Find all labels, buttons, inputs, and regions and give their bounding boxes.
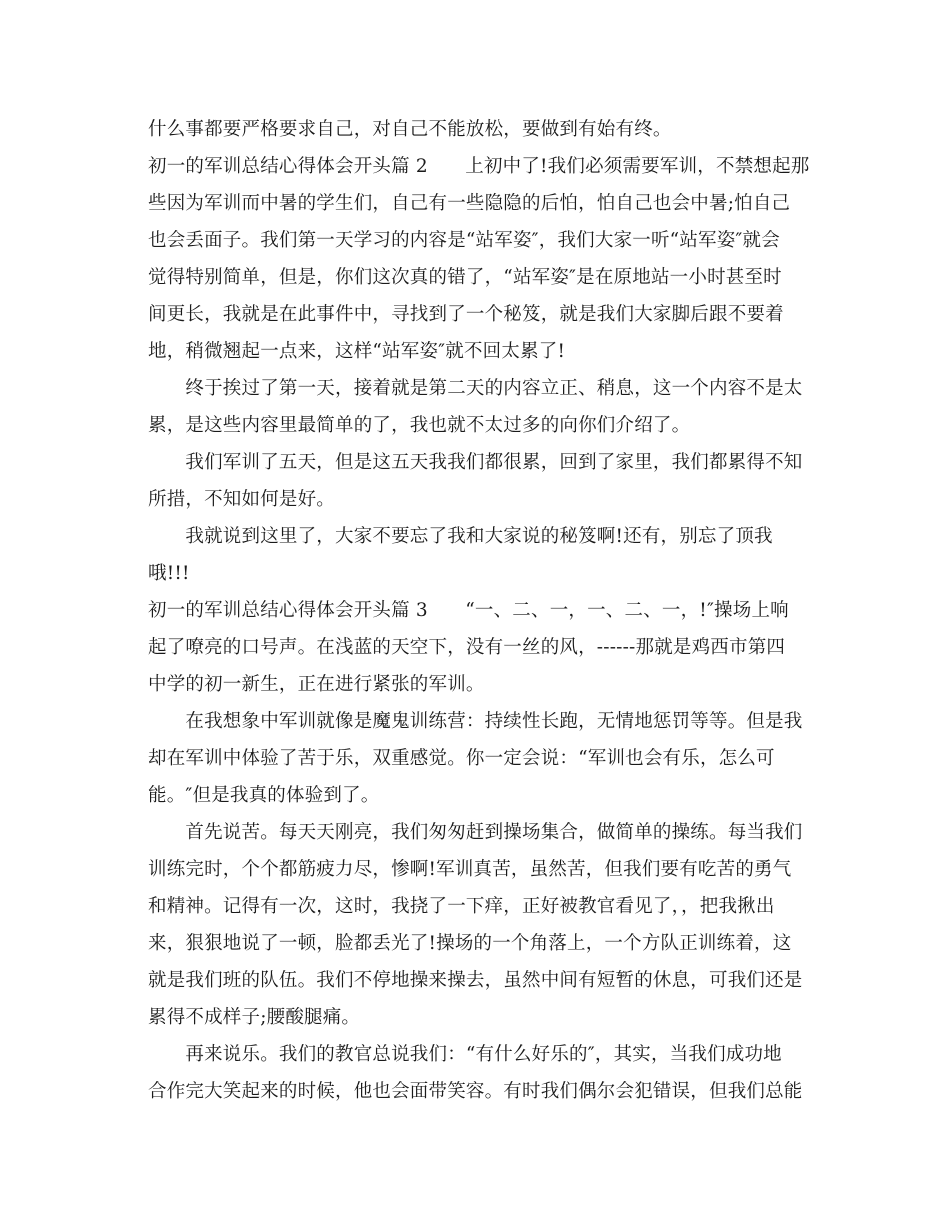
- text-line: 起了嘹亮的口号声。在浅蓝的天空下，没有一丝的风，------那就是鸡西市第四: [148, 637, 786, 658]
- text-line: 合作完大笑起来的时候，他也会面带笑容。有时我们偶尔会犯错误，但我们总能: [148, 1081, 803, 1102]
- text-line: 我就说到这里了，大家不要忘了我和大家说的秘笈啊!还有，别忘了顶我: [148, 526, 773, 547]
- section-heading-line: 初一的军训总结心得体会开头篇 3 “一、二、一，一、二、一，!″操场上响: [148, 600, 789, 621]
- text-line: 却在军训中体验了苦于乐，双重感觉。你一定会说：“军训也会有乐，怎么可: [148, 748, 775, 769]
- text-line: 中学的初一新生，正在进行紧张的军训。: [148, 674, 485, 695]
- text-line: 和精神。记得有一次，这时，我挠了一下痒，正好被教官看见了，，把我揪出: [148, 896, 775, 917]
- text-line: 就是我们班的队伍。我们不停地操来操去，虽然中间有短暂的休息，可我们还是: [148, 970, 803, 991]
- text-line: 地，稍微翘起一点来，这样“站军姿″就不回太累了!: [148, 341, 566, 362]
- text-line: 间更长，我就是在此事件中，寻找到了一个秘笈，就是我们大家脚后跟不要着: [148, 304, 784, 325]
- text-line: 所措，不知如何是好。: [148, 489, 336, 510]
- text-line: 能。″但是我真的体验到了。: [148, 785, 380, 806]
- text-line: 来，狠狠地说了一顿，脸都丢光了!操场的一个角落上，一个方队正训练着，这: [148, 933, 792, 954]
- text-line: 在我想象中军训就像是魔鬼训练营：持续性长跑，无情地惩罚等等。但是我: [148, 711, 803, 732]
- text-line: 再来说乐。我们的教官总说我们：“有什么好乐的″，其实，当我们成功地: [148, 1044, 782, 1065]
- text-line: 哦!!!: [148, 563, 190, 584]
- text-line: 累得不成样子;腰酸腿痛。: [148, 1007, 361, 1028]
- text-line: 累，是这些内容里最简单的了，我也就不太过多的向你们介绍了。: [148, 415, 691, 436]
- text-line: 什么事都要严格要求自己，对自己不能放松，要做到有始有终。: [148, 119, 672, 140]
- section-heading-line: 初一的军训总结心得体会开头篇 2 上初中了!我们必须需要军训，不禁想起那: [148, 156, 810, 177]
- text-line: 终于挨过了第一天，接着就是第二天的内容立正、稍息，这一个内容不是太: [148, 378, 803, 399]
- text-line: 觉得特别简单，但是，你们这次真的错了，“站军姿″是在原地站一小时甚至时: [148, 267, 782, 288]
- text-line: 我们军训了五天，但是这五天我我们都很累，回到了家里，我们都累得不知: [148, 452, 803, 473]
- text-line: 也会丢面子。我们第一天学习的内容是“站军姿″，我们大家一听“站军姿″就会: [148, 230, 780, 251]
- text-line: 训练完时，个个都筋疲力尽，惨啊!军训真苦，虽然苦，但我们要有吃苦的勇气: [148, 859, 792, 880]
- text-line: 首先说苦。每天天刚亮，我们匆匆赶到操场集合，做简单的操练。每当我们: [148, 822, 803, 843]
- text-line: 些因为军训而中暑的学生们，自己有一些隐隐的后怕，怕自己也会中暑;怕自己: [148, 193, 791, 214]
